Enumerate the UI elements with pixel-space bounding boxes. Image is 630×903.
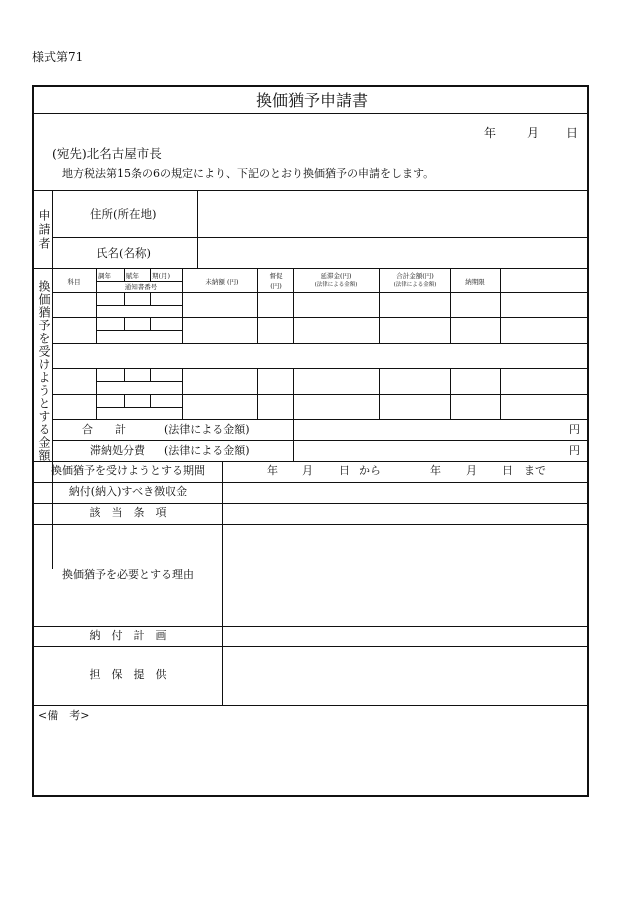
applicant-bottom-divider bbox=[34, 268, 587, 269]
col-year-split-4 bbox=[150, 292, 151, 305]
statement: 地方税法第15条の6の規定により、下記のとおり換価猶予の申請をします。 bbox=[62, 167, 435, 180]
collateral-row-divider bbox=[34, 705, 587, 706]
late-fee-note: (法律による金額) bbox=[314, 282, 358, 288]
col-total-right-b bbox=[450, 368, 451, 419]
remarks-label: <備 考> bbox=[38, 709, 90, 722]
total-label: 合 計 bbox=[82, 423, 126, 436]
lower-label-divider bbox=[222, 461, 223, 705]
period-to: まで bbox=[524, 464, 546, 477]
name-label: 氏名(名称) bbox=[96, 246, 151, 260]
payable-row-divider bbox=[34, 503, 587, 504]
notice-subrow-2 bbox=[96, 330, 182, 331]
col-unpaid-right-b bbox=[257, 368, 258, 419]
period-from: から bbox=[359, 464, 381, 477]
late-fee-header: 延滞金(円) bbox=[320, 272, 352, 280]
col-notice-right-b bbox=[182, 368, 183, 419]
col-year-split-3 bbox=[124, 292, 125, 305]
application-form bbox=[32, 85, 589, 797]
delinquency-note: (法律による金額) bbox=[164, 444, 250, 457]
table-row-1 bbox=[52, 317, 587, 318]
address-row-divider bbox=[52, 237, 587, 238]
col-year-split-10 bbox=[150, 394, 151, 407]
period-from-month: 月 bbox=[302, 464, 313, 477]
table-row-2 bbox=[52, 343, 587, 344]
address-label: 住所(所在地) bbox=[90, 207, 157, 221]
notice-subrow-1 bbox=[96, 305, 182, 306]
intro-divider bbox=[34, 190, 587, 191]
amount-section-label: 換価猶予を受けようとする金額 bbox=[37, 280, 51, 462]
notice-subrow-3 bbox=[96, 381, 182, 382]
collateral-label: 担 保 提 供 bbox=[89, 668, 167, 681]
date-year-label: 年 bbox=[484, 126, 497, 140]
reason-label: 換価猶予を必要とする理由 bbox=[62, 568, 194, 581]
addressee: (宛先)北名古屋市長 bbox=[52, 146, 162, 161]
period-from-day: 日 bbox=[339, 464, 350, 477]
plan-label: 納 付 計 画 bbox=[89, 629, 167, 642]
col-reminder-right-b bbox=[293, 368, 294, 419]
total-note: (法律による金額) bbox=[393, 282, 437, 288]
period-row-divider bbox=[34, 482, 587, 483]
col-notice-left-b bbox=[96, 368, 97, 419]
payable-label: 納付(納入)すべき徴収金 bbox=[68, 485, 188, 498]
col-year-split-7 bbox=[124, 368, 125, 381]
section-label-divider bbox=[52, 190, 53, 569]
date-day-label: 日 bbox=[566, 126, 579, 140]
col-year-split-5 bbox=[124, 317, 125, 330]
notice-header-divider bbox=[96, 281, 182, 282]
date-month-label: 月 bbox=[527, 126, 540, 140]
period-to-day: 日 bbox=[502, 464, 513, 477]
period-header: 期(月) bbox=[152, 272, 171, 280]
tax-year-header: 調年 bbox=[98, 272, 111, 280]
notice-number-header: 通知書番号 bbox=[124, 283, 158, 291]
item-header: 科目 bbox=[67, 278, 81, 286]
col-year-split-2 bbox=[150, 268, 151, 281]
total-note-label: (法律による金額) bbox=[164, 423, 250, 436]
plan-row-divider bbox=[34, 646, 587, 647]
total-row-divider bbox=[52, 440, 587, 441]
reminder-header: 督促 bbox=[269, 272, 283, 280]
delinquency-unit: 円 bbox=[569, 444, 580, 457]
notice-subrow-4 bbox=[96, 407, 182, 408]
fiscal-year-header: 賦年 bbox=[126, 272, 139, 280]
delinquency-label: 滞納処分費 bbox=[90, 444, 145, 457]
clause-label: 該 当 条 項 bbox=[89, 506, 167, 519]
totals-value-divider bbox=[293, 419, 294, 461]
col-notice-right-a bbox=[182, 268, 183, 343]
period-to-month: 月 bbox=[466, 464, 477, 477]
col-unpaid-right-a bbox=[257, 268, 258, 343]
col-reminder-right-a bbox=[293, 268, 294, 343]
total-header: 合計金額(円) bbox=[396, 272, 434, 280]
period-to-year: 年 bbox=[430, 464, 441, 477]
col-late-right-a bbox=[379, 268, 380, 343]
form-title: 換価猶予申請書 bbox=[255, 91, 369, 110]
table-header-divider bbox=[52, 292, 587, 293]
period-from-year: 年 bbox=[267, 464, 278, 477]
amount-section-bottom bbox=[34, 461, 587, 462]
clause-row-divider bbox=[34, 524, 587, 525]
applicant-label: 申請者 bbox=[37, 209, 51, 251]
table-row-5 bbox=[52, 419, 587, 420]
period-label: 換価猶予を受けようとする期間 bbox=[51, 464, 205, 477]
col-year-split-1 bbox=[124, 268, 125, 281]
table-row-3 bbox=[52, 368, 587, 369]
due-date-header: 納期限 bbox=[465, 278, 485, 286]
title-divider bbox=[34, 113, 587, 114]
applicant-value-divider bbox=[197, 190, 198, 268]
reminder-unit: (円) bbox=[270, 282, 282, 290]
col-year-split-8 bbox=[150, 368, 151, 381]
form-number: 様式第71 bbox=[32, 50, 84, 64]
col-total-right-a bbox=[450, 268, 451, 343]
col-year-split-6 bbox=[150, 317, 151, 330]
total-unit: 円 bbox=[569, 423, 580, 436]
table-row-4 bbox=[52, 394, 587, 395]
col-due-right-b bbox=[500, 368, 501, 419]
unpaid-header: 未納額 (円) bbox=[205, 278, 239, 286]
col-due-right-a bbox=[500, 268, 501, 343]
col-notice-left-a bbox=[96, 268, 97, 343]
col-year-split-9 bbox=[124, 394, 125, 407]
reason-row-divider bbox=[34, 626, 587, 627]
col-late-right-b bbox=[379, 368, 380, 419]
